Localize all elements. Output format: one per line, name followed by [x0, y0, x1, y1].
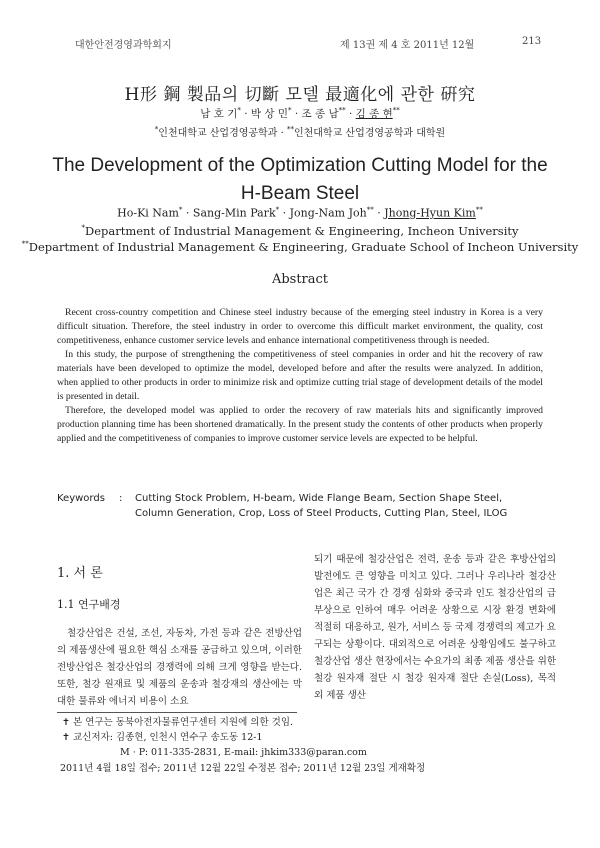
- kr-author-3: 조 종 남: [301, 108, 339, 120]
- subsection-heading-background: 1.1 연구배경: [57, 598, 121, 611]
- body-left-column: [57, 625, 302, 710]
- english-affiliation-1: *Department of Industrial Management & Engineering, Incheon University: [81, 224, 519, 238]
- footnote-contact: M · P: 011-335-2831, E-mail: jhkim333@paran.com: [120, 747, 367, 758]
- en-author-2: Sang-Min Park: [192, 206, 276, 220]
- section-heading-intro: 1. 서 론: [57, 566, 103, 581]
- page-number: 213: [522, 36, 542, 47]
- footnote-corresponding: ✝ 교신저자: 김종현, 인천시 연수구 송도동 12-1: [62, 732, 263, 743]
- keywords-label: Keywords: [57, 493, 105, 504]
- korean-authors: 남 호 기* · 박 상 민* · 조 종 남** · 김 종 현**: [200, 106, 400, 120]
- korean-title: H形 鋼 製品의 切斷 모델 最適化에 관한 硏究: [124, 85, 476, 105]
- body-left-text: 철강산업은 건설, 조선, 자동차, 가전 등과 같은 전방산업의 제품생산에 필요한 핵심 소재를 공급하고 있으며, 이러한 전방산업은 철강산업의 경쟁력에 의해 크게 영향을 받는다. 또한, 철강 원재료 및 제품의 운송과 철강재의 생산에는 막대한 물류와 에너지 비용이 소요: [57, 628, 302, 707]
- footnote-divider: [57, 712, 297, 713]
- issue-info: 제 13권 제 4 호 2011년 12월: [340, 40, 475, 51]
- korean-affiliation: *인천대학교 산업경영공학과 · **인천대학교 산업경영공학과 대학원: [154, 125, 446, 139]
- abstract-heading: Abstract: [271, 272, 329, 287]
- keywords-text: Cutting Stock Problem, H-beam, Wide Flange Beam, Section Shape Steel, Column Generation, Crop, Loss of Steel Products, Cutting Plan, Steel, ILOG: [135, 493, 508, 519]
- keywords-colon: :: [119, 493, 123, 504]
- kr-author-2: 박 상 민: [250, 108, 288, 120]
- english-authors: Ho-Ki Nam* · Sang-Min Park* · Jong-Nam Joh** · Jhong-Hyun Kim**: [117, 206, 483, 220]
- abstract-paragraph-1: Recent cross-country competition and Chinese steel industry because of the emerging steel industry in Korea is a very difficult situation. Therefore, the steel industry in order to overcome this difficult market environment, the quality, cost competitiveness, enhance customer service levels and enhance international competitiveness through is needed.: [57, 307, 543, 346]
- dagger-mark: ✝: [62, 717, 70, 728]
- footnote-dates: 2011년 4월 18일 접수; 2011년 12월 22일 수정본 접수; 2011년 12월 23일 게재확정: [60, 763, 426, 774]
- abstract-paragraph-3: Therefore, the developed model was applied to order the recovery of raw materials hits and significantly improved production planning time has been shortened dramatically. In the present study the contents of other products when properly applied and the competitiveness of companies to improve customer service levels are expected to be helpful.: [57, 405, 543, 444]
- english-title-line2: H-Beam Steel: [240, 183, 360, 204]
- body-right-text: 되기 때문에 철강산업은 전력, 운송 등과 같은 후방산업의 발전에도 큰 영향을 미치고 있다. 그러나 우리나라 철강산업은 최근 국가 간 경쟁 심화와 중국과 인도 철강산업의 급부상으로 인하여 매우 어려운 상황으로 시장 환경 변화에 적절히 대응하고, 원가, 서비스 등 국제 경쟁력의 제고가 요구되는 상황이다. 대외적으로 어려운 상황임에도 불구하고 철강산업 생산 현장에서는 수요가의 최종 제품 생산을 위한 철강 원자재 절단 시 철강 원자재 절단 손실(Loss), 목적 외 제품 생산: [314, 554, 556, 701]
- english-title: [0, 152, 600, 208]
- abstract-body: [57, 306, 543, 446]
- english-title-line1: The Development of the Optimization Cutting Model for the: [52, 155, 548, 176]
- abstract-paragraph-2: In this study, the purpose of strengthening the competitiveness of steel companies in order and hit the recovery of raw materials have been developed to optimize the model, developed before and after the results were analyzed. In addition, when applied to other products in order to minimize risk and optimize cutting trial stage of development details of the model is presented in detail.: [57, 349, 543, 402]
- en-author-3: Jong-Nam Joh: [289, 206, 367, 220]
- en-author-1: Ho-Ki Nam: [117, 206, 179, 220]
- body-right-column: [314, 551, 556, 704]
- en-author-4: Jhong-Hyun Kim: [384, 206, 476, 220]
- dagger-mark: ✝: [62, 732, 70, 743]
- footnote-funding: ✝ 본 연구는 동북아전자물류연구센터 지원에 의한 것임.: [62, 717, 294, 728]
- journal-name: 대한안전경영과학회지: [75, 40, 172, 51]
- kr-author-1: 남 호 기: [200, 108, 238, 120]
- english-affiliation-2: **Department of Industrial Management & Engineering, Graduate School of Incheon University: [21, 240, 579, 254]
- kr-author-4: 김 종 현: [355, 108, 393, 120]
